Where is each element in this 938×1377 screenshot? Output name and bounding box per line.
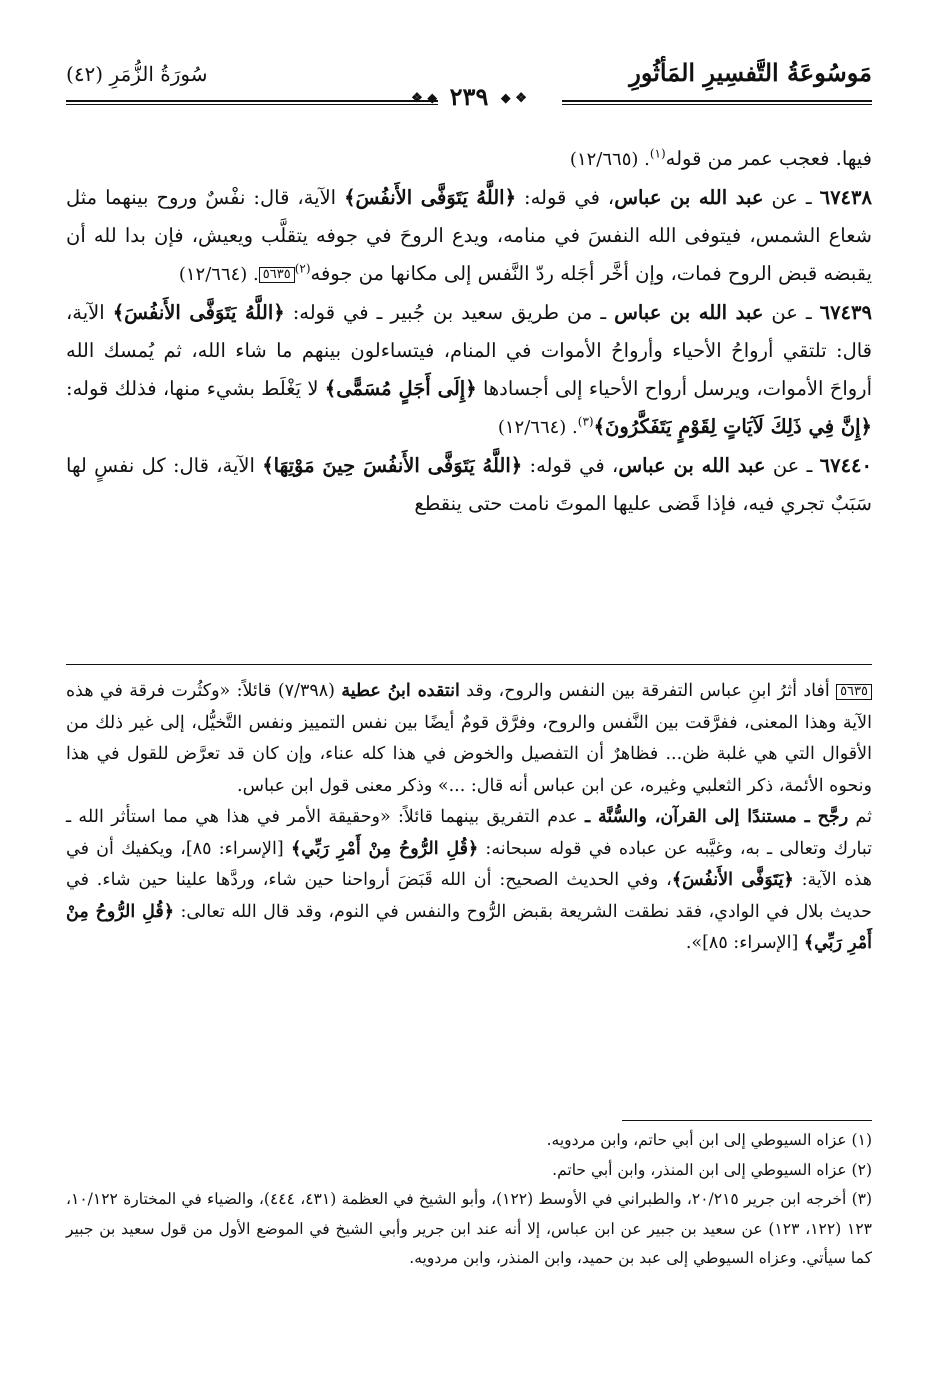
footnote-2: (٢) عزاه السيوطي إلى ابن المنذر، وابن أبي حاتم. — [552, 1160, 872, 1179]
footnote-marker: (١) — [649, 146, 666, 161]
athar-67439: ٦٧٤٣٩ ـ عن عبد الله بن عباس ـ من طريق سعيد بن جُبير ـ في قوله: ﴿اللَّهُ يَتَوَفَّى الأَنفُسَ﴾ الآية، قال: تلتقي أرواحُ الأحياء وأرواحُ الأموات في المنام، فيتساءلون بينهم ما شاء الله، ثم يُمسك الله أرواحَ الأموات، ويرسل أرواح الأحياء إلى أجسادها ﴿إِلَى أَجَلٍ مُسَمًّى﴾ لا يَغْلَط بشيء منها، فذلك قوله: ﴿إِنَّ فِي ذَلِكَ لَآيَاتٍ لِقَوْمٍ يَتَفَكَّرُونَ﴾$^{(٣)}$. (١٢/٦٦٤) — [66, 301, 872, 438]
volume-reference: . (١٢/٦٦٥) — [569, 149, 650, 170]
ornament-icon: ❖ ◆ — [500, 90, 527, 106]
commentary-block — [66, 676, 872, 960]
quran-quote: ﴿قُلِ الرُّوحُ مِنْ أَمْرِ رَبِّي﴾ — [290, 838, 479, 859]
commentary-separator — [66, 664, 872, 665]
footnote-marker: (٣) — [577, 414, 594, 429]
quran-quote: ﴿إِنَّ فِي ذَلِكَ لَآيَاتٍ لِقَوْمٍ يَتَفَكَّرُونَ﴾ — [593, 415, 872, 438]
quran-quote: ﴿إِلَى أَجَلٍ مُسَمًّى﴾ — [324, 377, 477, 400]
athar-number: ٦٧٤٣٨ — [819, 186, 872, 209]
commentary-ref-box: ٥٦٣٥ — [259, 267, 295, 283]
narrator-name: عبد الله بن عباس — [614, 301, 764, 324]
quran-quote: ﴿اللَّهُ يَتَوَفَّى الأَنفُسَ﴾ — [344, 186, 517, 209]
volume-reference: . (١٢/٦٦٤) — [178, 264, 259, 285]
quran-quote: ﴿اللَّهُ يَتَوَفَّى الأَنفُسَ حِينَ مَوْتِهَا﴾ — [262, 454, 523, 477]
running-header — [66, 54, 872, 111]
ornament-icon: ◆ ❖ — [411, 90, 438, 106]
preference-label: رجَّح ـ مستندًا إلى القرآن، والسُّنَّة ـ — [584, 807, 849, 827]
narrator-name: عبد الله بن عباس — [618, 454, 766, 477]
paragraph-continuation: فيها. فعجب عمر من قوله$^{(١)}$. (١٢/٦٦٥) — [569, 146, 872, 170]
commentary-paragraph-1: ٥٦٣٥ أفاد أثرُ ابنِ عباس التفرقة بين النفس والروح، وقد انتقده ابنُ عطية (٧/٣٩٨) قائلاً: «وكثُرت فرقة في هذه الآية وهذا المعنى، ففرَّقت بين النَّفس والروح، وفرَّق قومٌ أيضًا بين نفس التمييز ونفس التَّخيُّل، إلى غير ذلك من الأقوال التي هي غلبة ظن... فظاهرٌ أن التفصيل والخوض في هذا كله عناء، وإن كان قد تعرَّض للقول في هذا ونحوه الأئمة، ذكر الثعلبي وغيره، عن ابن عباس أنه قال: ...» وذكر معنى قول ابن عباس. — [66, 681, 872, 796]
volume-reference: . (١٢/٦٦٤) — [497, 417, 578, 438]
surah-title: سُورَةُ الزُّمَرِ (٤٢) — [66, 62, 208, 86]
footnote-marker: (٢) — [294, 261, 311, 276]
commentary-ref-box: ٥٦٣٥ — [836, 684, 872, 700]
quran-quote: ﴿قُلِ الرُّوحُ مِنْ أَمْرِ رَبِّي﴾ — [66, 901, 872, 953]
footnote-1: (١) عزاه السيوطي إلى ابن أبي حاتم، وابن مردويه. — [546, 1131, 872, 1149]
commentary-paragraph-2: ثم رجَّح ـ مستندًا إلى القرآن، والسُّنَّة ـ عدم التفريق بينهما قائلاً: «وحقيقة الأمر في هذا هي مما استأثر الله ـ تبارك وتعالى ـ به، وغيَّبه عن عباده في قوله سبحانه: ﴿قُلِ الرُّوحُ مِنْ أَمْرِ رَبِّي﴾ [الإسراء: ٨٥]، ويكفيك أن في هذه الآية: ﴿يَتَوَفَّى الأَنفُسَ﴾، وفي الحديث الصحيح: أن الله قَبَضَ أرواحنا حين شاء، وردَّها علينا حين شاء. في حديث بلال في الوادي، فقد نطقت الشريعة بقبض الرُّوح والنفس في النوم، وقد قال الله تعالى: ﴿قُلِ الرُّوحُ مِنْ أَمْرِ رَبِّي﴾ [الإسراء: ٨٥]». — [66, 807, 872, 953]
page-number-block — [66, 82, 872, 114]
footnote-3: (٣) أخرجه ابن جرير ٢٠/٢١٥، والطبراني في الأوسط (١٢٢)، وأبو الشيخ في العظمة (٤٣١، ٤٤٤)، والضياء في المختارة ١٠/١٢٢، ١٢٣ (١٢٢، ١٢٣) عن سعيد بن جبير عن ابن عباس، إلا أنه عند ابن جرير وأبي الشيخ في الموضع الأول من قول سعيد بن جبير كما سيأتي. وعزاه السيوطي إلى عبد بن حميد، وابن المنذر، وابن مردويه. — [66, 1190, 873, 1267]
athar-number: ٦٧٤٣٩ — [819, 301, 872, 324]
athar-67438: ٦٧٤٣٨ ـ عن عبد الله بن عباس، في قوله: ﴿اللَّهُ يَتَوَفَّى الأَنفُسَ﴾ الآية، قال: نفْسٌ وروح بينهما مثل شعاع الشمس، فيتوفى الله النفسَ في منامه، ويدع الروحَ في جوفه يتقلَّب ويعيش، فإن بدا لله أن يقبضه قبض الروح فمات، وإن أخَّر أجَله ردّ النَّفس إلى مكانها من جوفه$^{(٢)}$٥٦٣٥. (١٢/٦٦٤) — [66, 186, 872, 285]
athar-number: ٦٧٤٤٠ — [819, 454, 872, 477]
narrator-name: عبد الله بن عباس — [614, 186, 764, 209]
critic-label: انتقده ابنُ عطية — [341, 681, 460, 701]
quran-quote: ﴿يَتَوَفَّى الأَنفُسَ﴾ — [671, 870, 794, 890]
main-text — [66, 140, 872, 523]
page-number: ٢٣٩ — [449, 82, 489, 111]
book-title: مَوسُوعَةُ التَّفسِيرِ المَأثُورِ — [629, 58, 872, 87]
footnotes — [66, 1126, 872, 1274]
athar-67440: ٦٧٤٤٠ ـ عن عبد الله بن عباس، في قوله: ﴿اللَّهُ يَتَوَفَّى الأَنفُسَ حِينَ مَوْتِهَا﴾ الآية، قال: كل نفسٍ لها سَبَبٌ تجري فيه، فإذا قَضى عليها الموتَ نامت حتى ينقطع — [66, 454, 872, 515]
footnote-separator — [622, 1120, 872, 1121]
quran-quote: ﴿اللَّهُ يَتَوَفَّى الأَنفُسَ﴾ — [112, 301, 285, 324]
